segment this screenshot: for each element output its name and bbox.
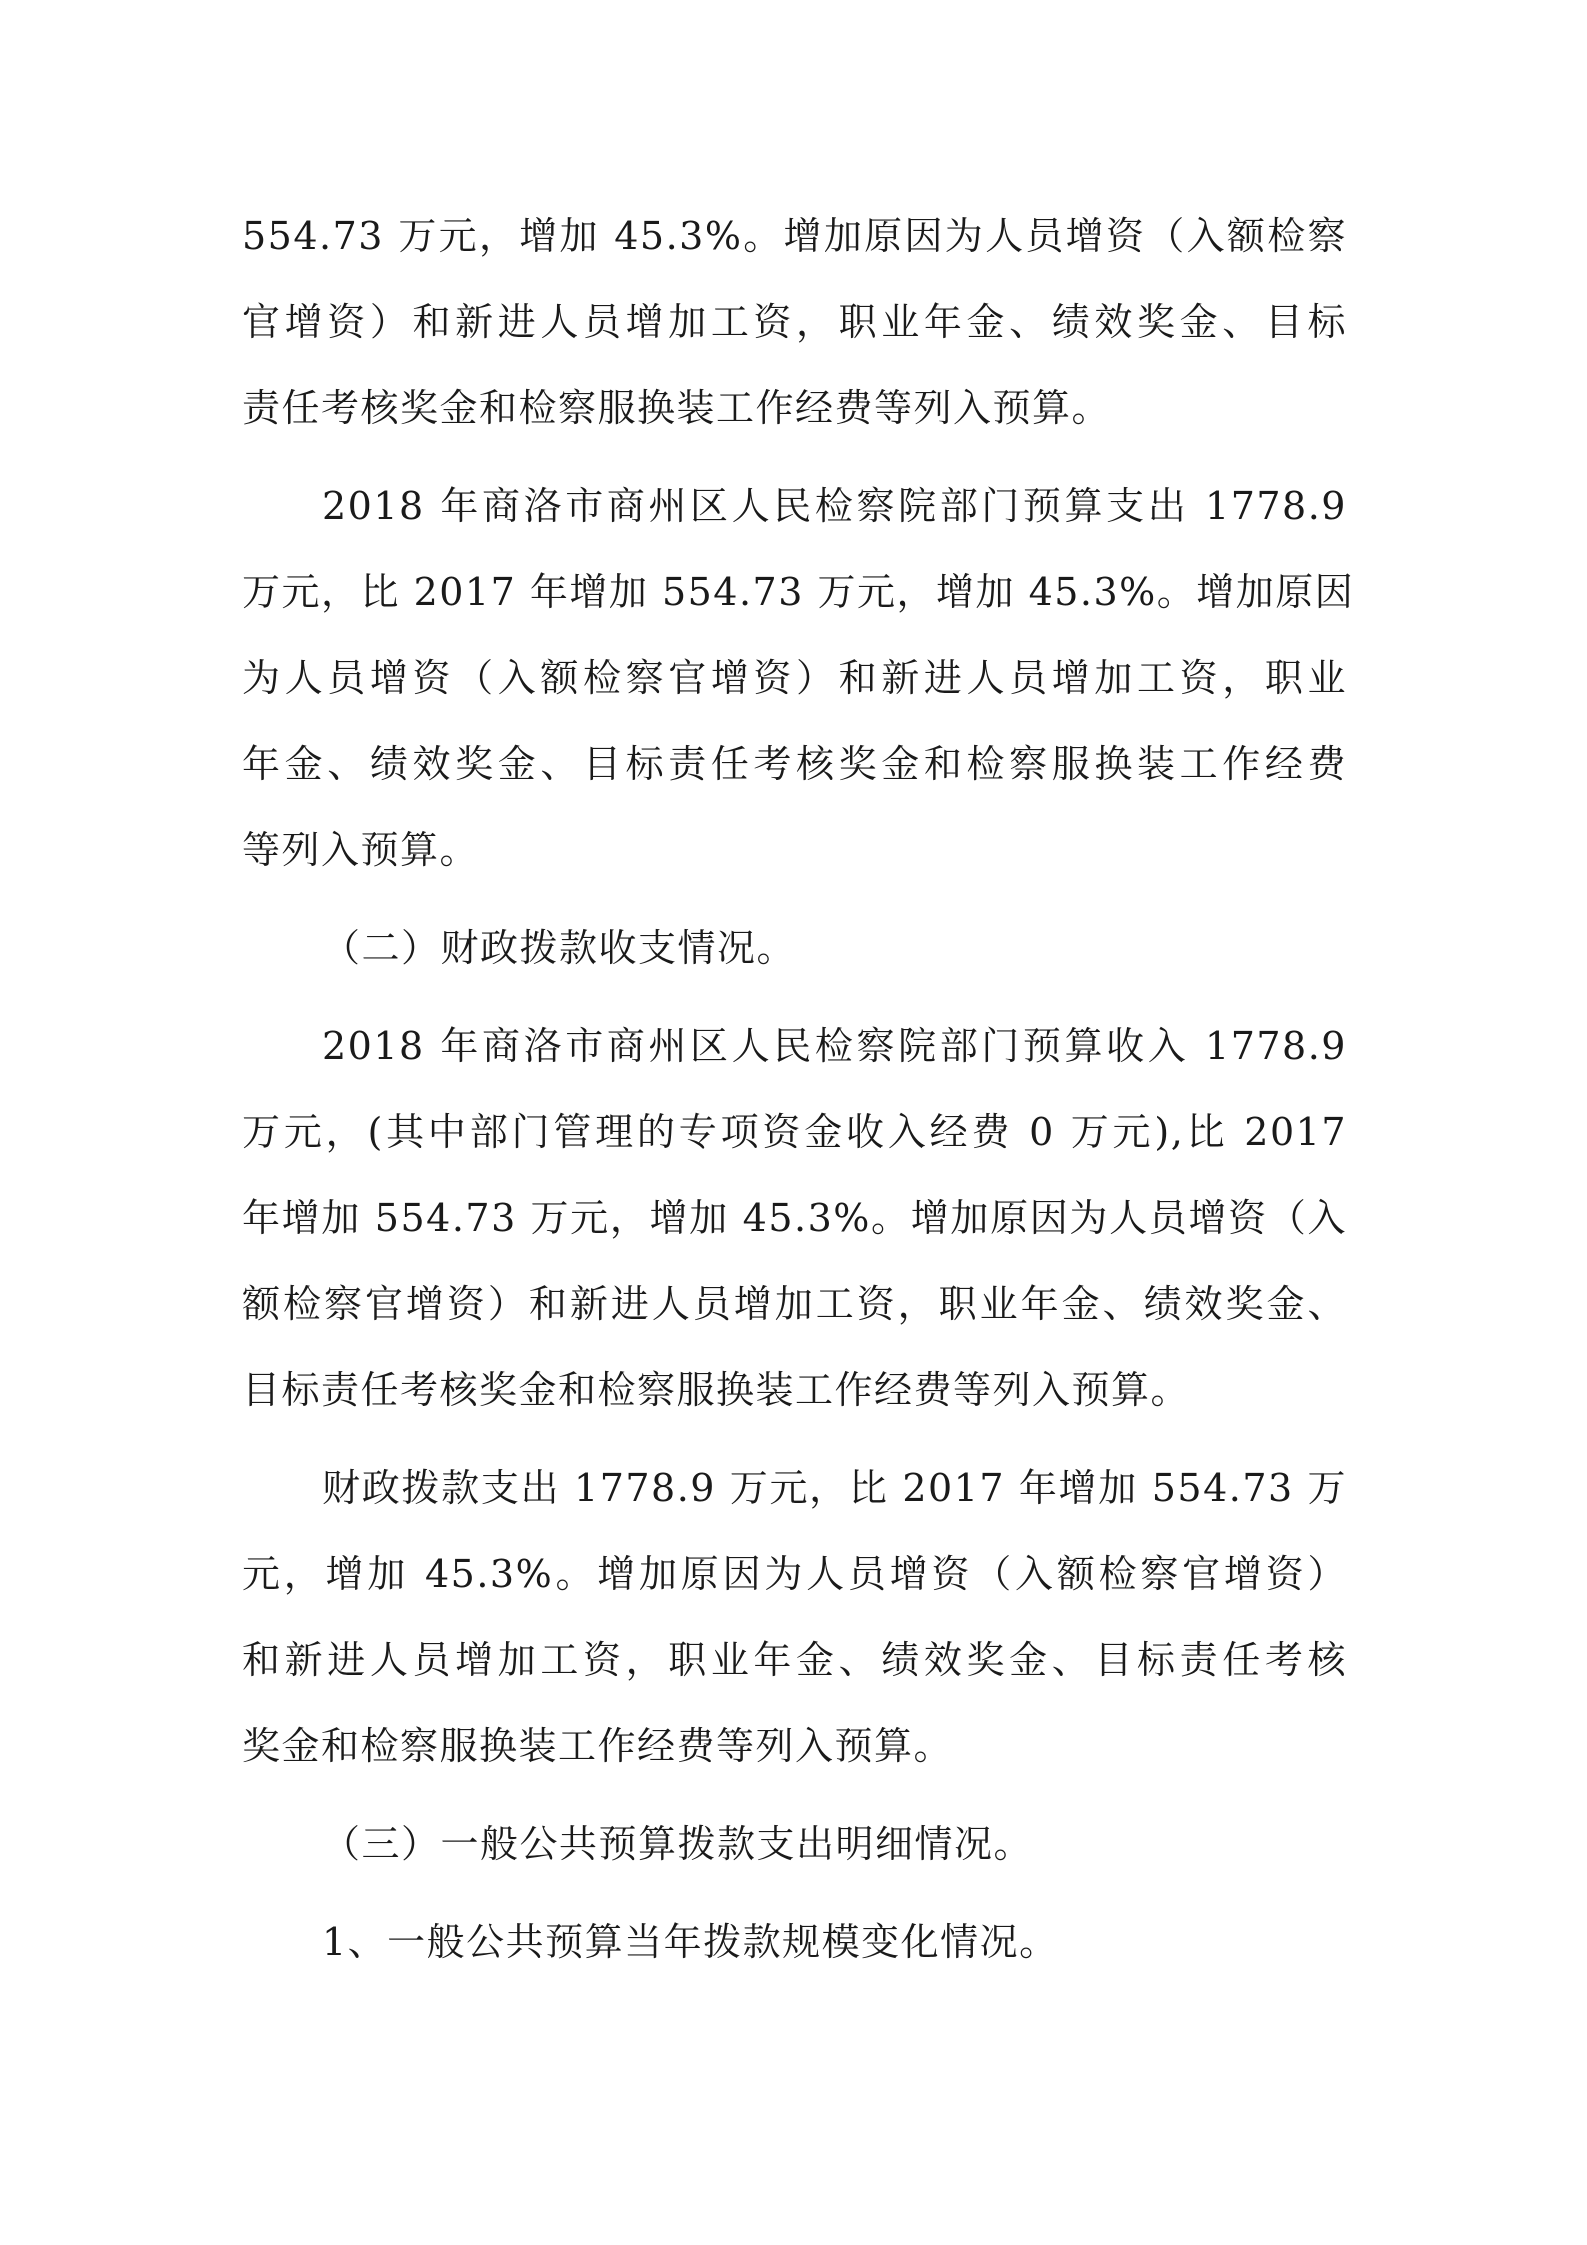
- text-line: 2018 年商洛市商州区人民检察院部门预算支出 1778.9: [322, 484, 1347, 528]
- text-line: 财政拨款支出 1778.9 万元，比 2017 年增加 554.73 万: [322, 1466, 1347, 1510]
- paragraph-budget-increase-reason: [242, 193, 1347, 451]
- text-line: 2018 年商洛市商州区人民检察院部门预算收入 1778.9: [322, 1024, 1347, 1068]
- subsection-heading: 1、一般公共预算当年拨款规模变化情况。: [322, 1920, 1059, 1964]
- text-line: 和新进人员增加工资，职业年金、绩效奖金、目标责任考核: [242, 1638, 1347, 1682]
- paragraph-budget-expenditure: [242, 463, 1355, 893]
- text-line: 为人员增资（入额检察官增资）和新进人员增加工资，职业: [242, 656, 1347, 700]
- text-line: 额检察官增资）和新进人员增加工资，职业年金、绩效奖金、: [242, 1282, 1347, 1326]
- section-heading-general-public-budget: [242, 1801, 1347, 1887]
- section-heading: （二）财政拨款收支情况。: [322, 926, 797, 970]
- text-line: 万元，比 2017 年增加 554.73 万元，增加 45.3%。增加原因: [242, 570, 1355, 614]
- section-heading-fiscal-appropriation: [242, 905, 1347, 991]
- text-line: 目标责任考核奖金和检察服换装工作经费等列入预算。: [242, 1368, 1191, 1412]
- document-body: [242, 193, 1355, 1985]
- paragraph-fiscal-expenditure: [242, 1445, 1347, 1789]
- text-line: 元，增加 45.3%。增加原因为人员增资（入额检察官增资）: [242, 1552, 1347, 1596]
- paragraph-budget-income: [242, 1003, 1347, 1433]
- subsection-heading-scale-change: [242, 1899, 1347, 1985]
- text-line: 年增加 554.73 万元，增加 45.3%。增加原因为人员增资（入: [242, 1196, 1347, 1240]
- text-line: 等列入预算。: [242, 828, 480, 872]
- text-line: 万元，(其中部门管理的专项资金收入经费 0 万元),比 2017: [242, 1110, 1347, 1154]
- text-line: 官增资）和新进人员增加工资，职业年金、绩效奖金、目标: [242, 300, 1347, 344]
- text-line: 年金、绩效奖金、目标责任考核奖金和检察服换装工作经费: [242, 742, 1347, 786]
- text-line: 奖金和检察服换装工作经费等列入预算。: [242, 1724, 954, 1768]
- text-line: 554.73 万元，增加 45.3%。增加原因为人员增资（入额检察: [242, 214, 1347, 258]
- section-heading: （三）一般公共预算拨款支出明细情况。: [322, 1822, 1034, 1866]
- text-line: 责任考核奖金和检察服换装工作经费等列入预算。: [242, 386, 1112, 430]
